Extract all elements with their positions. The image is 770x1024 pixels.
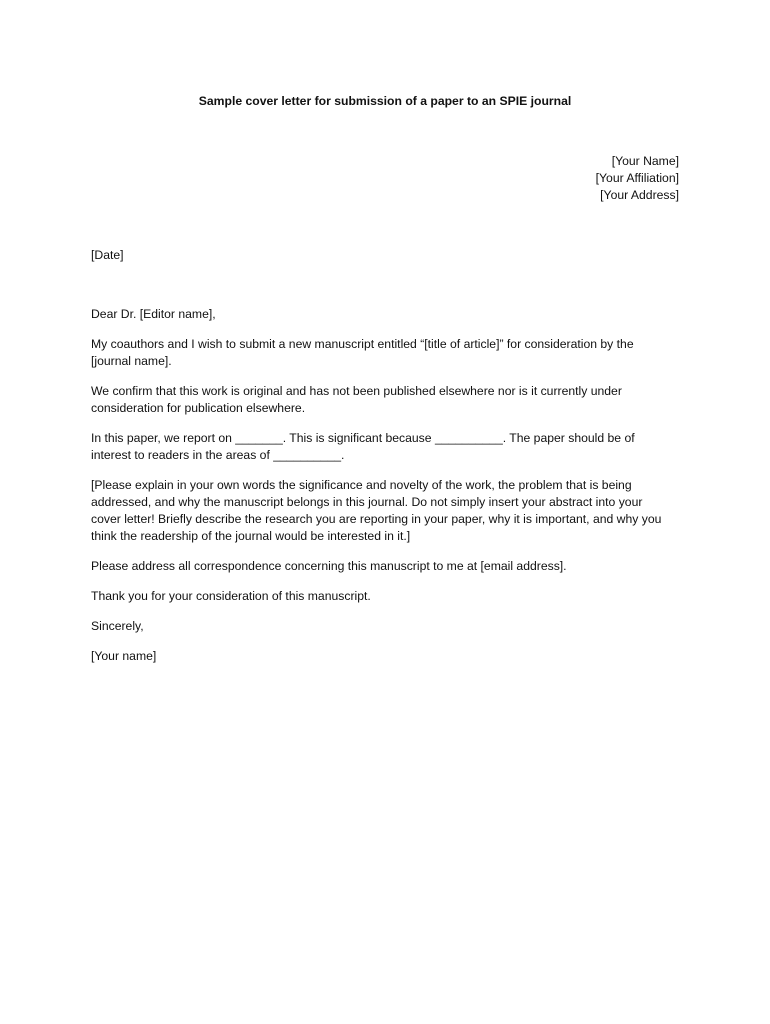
sender-address: [Your Address] (600, 188, 679, 202)
closing: Sincerely, (91, 619, 144, 633)
paragraph-originality: We confirm that this work is original and has not been published elsewhere nor is it currently under consideration for publication elsewhere. (91, 384, 622, 415)
document-title: Sample cover letter for submission of a paper to an SPIE journal (198, 94, 572, 108)
letter-body (91, 306, 671, 678)
paragraph-correspondence: Please address all correspondence concerning this manuscript to me at [email address]. (91, 559, 567, 573)
paragraph-thanks: Thank you for your consideration of this manuscript. (91, 589, 371, 603)
letter-date: [Date] (91, 248, 124, 262)
signature: [Your name] (91, 649, 157, 663)
paragraph-instructions: [Please explain in your own words the significance and novelty of the work, the problem that is being addressed, and why the manuscript belongs in this journal. Do not simply insert your abstract into your cover letter! Briefly describe the research you are reporting in your paper, why it is important, and why you think the readership of the journal would be interested in it.] (91, 478, 662, 543)
sender-block (596, 153, 679, 204)
sender-name: [Your Name] (611, 154, 679, 168)
paragraph-submission: My coauthors and I wish to submit a new manuscript entitled “[title of article]” for consideration by the [journal name]. (91, 337, 634, 368)
sender-affiliation: [Your Affiliation] (595, 171, 679, 185)
paragraph-report: In this paper, we report on _______. This is significant because __________. The paper should be of interest to readers in the areas of __________. (91, 431, 635, 462)
salutation: Dear Dr. [Editor name], (91, 307, 216, 321)
